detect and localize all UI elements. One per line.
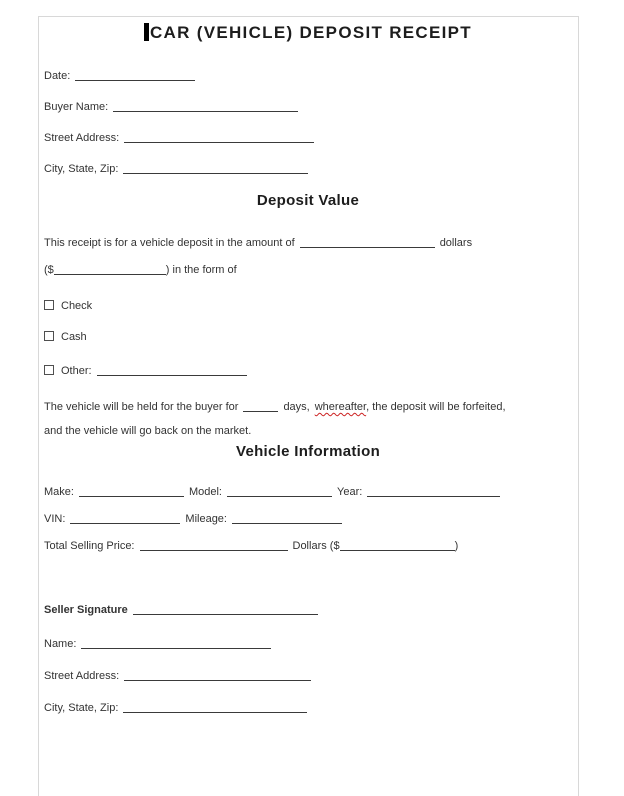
mileage-blank[interactable] <box>232 512 342 524</box>
total-selling-price-blank[interactable] <box>140 539 288 551</box>
cash-label: Cash <box>61 331 87 343</box>
buyer-street-blank[interactable] <box>124 131 314 143</box>
seller-name-label: Name: <box>44 638 77 650</box>
make-label: Make: <box>44 486 74 498</box>
hold-text-before: The vehicle will be held for the buyer for <box>44 401 239 413</box>
vehicle-information-heading: Vehicle Information <box>235 443 381 460</box>
paren-open-label: ($ <box>44 264 54 276</box>
mileage-label: Mileage: <box>185 513 227 525</box>
document-page <box>38 16 579 796</box>
seller-street-blank[interactable] <box>124 669 311 681</box>
deposit-amount-numeric-line <box>44 261 572 277</box>
make-blank[interactable] <box>79 485 184 497</box>
deposit-amount-dollars-label: dollars <box>439 237 473 249</box>
vehicle-row-1 <box>44 483 572 499</box>
deposit-amount-blank[interactable] <box>300 236 435 248</box>
total-selling-price-label: Total Selling Price: <box>44 540 135 552</box>
seller-signature-field <box>44 601 572 617</box>
seller-street-field <box>44 667 572 683</box>
hold-terms-line1 <box>44 398 572 414</box>
hold-terms-line2: and the vehicle will go back on the market. <box>44 425 252 437</box>
payment-option-other <box>44 362 572 378</box>
buyer-street-field <box>44 129 572 145</box>
buyer-city-label: City, State, Zip: <box>44 163 119 175</box>
payment-option-check <box>44 299 572 313</box>
seller-signature-blank[interactable] <box>133 603 318 615</box>
seller-signature-label: Seller Signature <box>44 604 128 616</box>
text-cursor <box>144 23 149 41</box>
deposit-amount-line <box>44 234 572 250</box>
seller-street-label: Street Address: <box>44 670 120 682</box>
model-label: Model: <box>188 486 222 498</box>
vin-blank[interactable] <box>70 512 180 524</box>
vehicle-row-2 <box>44 510 572 526</box>
deposit-amount-text: This receipt is for a vehicle deposit in the amount of <box>44 237 295 249</box>
form-of-label: ) in the form of <box>165 264 237 276</box>
seller-city-blank[interactable] <box>123 701 307 713</box>
misspelled-word: whereafter <box>314 401 367 413</box>
year-blank[interactable] <box>367 485 500 497</box>
deposit-value-heading: Deposit Value <box>256 192 360 209</box>
seller-city-field <box>44 699 572 715</box>
vehicle-row-3 <box>44 537 572 553</box>
date-label: Date: <box>44 70 71 82</box>
other-label: Other: <box>61 365 92 377</box>
check-checkbox[interactable] <box>44 300 54 310</box>
cash-checkbox[interactable] <box>44 331 54 341</box>
price-numeric-blank[interactable] <box>340 539 455 551</box>
seller-city-label: City, State, Zip: <box>44 702 119 714</box>
document-title-text: CAR (VEHICLE) DEPOSIT RECEIPT <box>149 23 472 42</box>
deposit-amount-numeric-blank[interactable] <box>54 263 166 275</box>
other-blank[interactable] <box>97 364 247 376</box>
hold-days-blank[interactable] <box>243 400 278 412</box>
date-blank[interactable] <box>75 69 195 81</box>
paren-close-label: ) <box>454 540 459 552</box>
buyer-name-blank[interactable] <box>113 100 298 112</box>
seller-name-field <box>44 635 572 651</box>
hold-text-after: , the deposit will be forfeited, <box>366 401 506 413</box>
seller-name-blank[interactable] <box>81 637 271 649</box>
dollars-paren-label: Dollars ($ <box>292 540 340 552</box>
model-blank[interactable] <box>227 485 332 497</box>
other-checkbox[interactable] <box>44 365 54 375</box>
document-title <box>44 23 572 43</box>
buyer-name-label: Buyer Name: <box>44 101 109 113</box>
buyer-street-label: Street Address: <box>44 132 120 144</box>
buyer-name-field <box>44 98 572 114</box>
year-label: Year: <box>337 486 363 498</box>
hold-days-label: days, <box>283 401 310 413</box>
date-field <box>44 67 572 83</box>
payment-option-cash <box>44 330 572 344</box>
buyer-city-field <box>44 160 572 176</box>
buyer-city-blank[interactable] <box>123 162 308 174</box>
check-label: Check <box>61 300 93 312</box>
vin-label: VIN: <box>44 513 66 525</box>
